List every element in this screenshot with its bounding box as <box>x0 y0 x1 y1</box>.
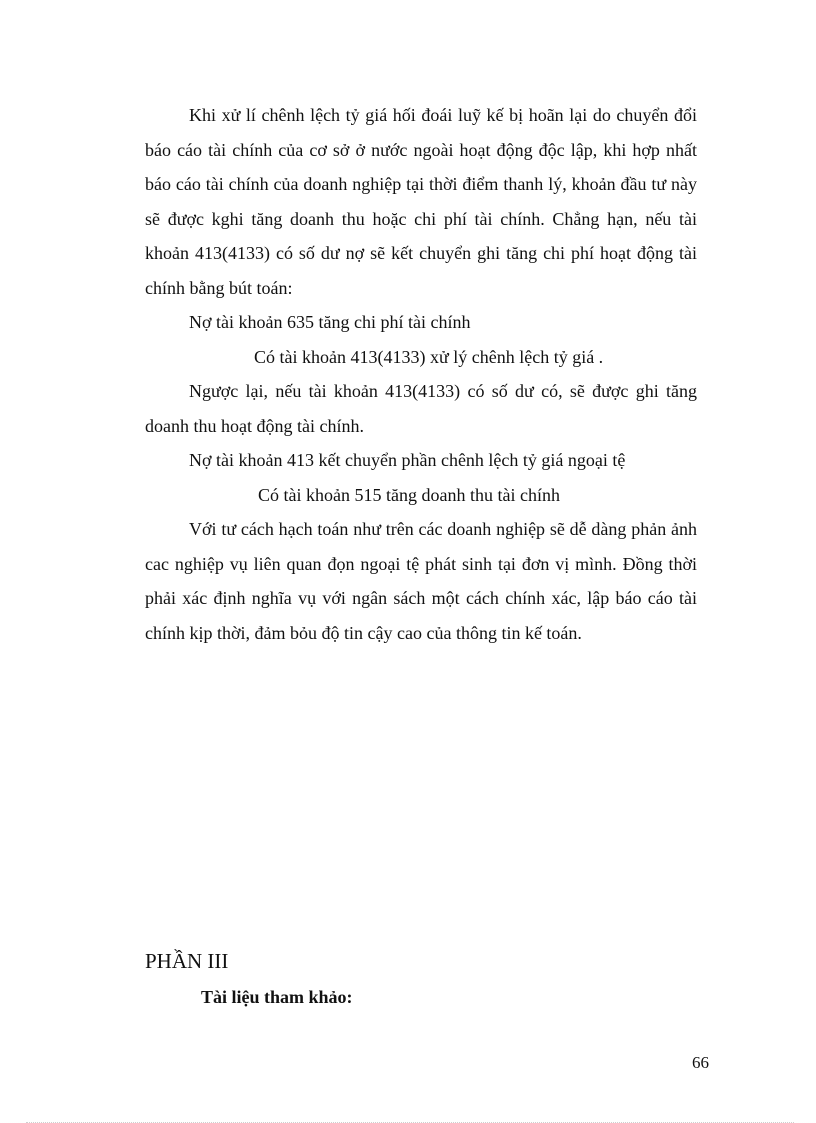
body-text <box>145 98 697 650</box>
section-title: PHẦN III <box>145 949 229 973</box>
journal-entry-debit-413: Nợ tài khoản 413 kết chuyển phần chênh lệch tỷ giá ngoại tệ <box>189 450 626 470</box>
paragraph-reverse-case: Ngược lại, nếu tài khoản 413(4133) có số dư có, sẽ được ghi tăng doanh thu hoạt động tài chính. <box>145 381 697 436</box>
paragraph-conclusion: Với tư cách hạch toán như trên các doanh nghiệp sẽ dễ dàng phản ảnh cac nghiệp vụ liên quan đọn ngoại tệ phát sinh tại đơn vị mình. Đồng thời phải xác định nghĩa vụ với ngân sách một cách chính xác, lập báo cáo tài chính kịp thời, đảm bỏu độ tin cậy cao của thông tin kế toán. <box>145 519 697 643</box>
journal-entry-credit-515: Có tài khoản 515 tăng doanh thu tài chính <box>258 484 560 505</box>
paragraph-exchange-rate-intro: Khi xử lí chênh lệch tỷ giá hối đoái luỹ kế bị hoãn lại do chuyển đổi báo cáo tài chính của cơ sở ở nước ngoài hoạt động độc lập, khi hợp nhất báo cáo tài chính của doanh nghiệp tại thời điểm thanh lý, khoản đầu tư này sẽ được kghi tăng doanh thu hoặc chi phí tài chính. Chẳng hạn, nếu tài khoản 413(4133) có số dư nợ sẽ kết chuyển ghi tăng chi phí hoạt động tài chính bằng bút toán: <box>145 105 697 298</box>
page-number: 66 <box>692 1053 709 1072</box>
journal-entry-credit-413: Có tài khoản 413(4133) xử lý chênh lệch tỷ giá . <box>254 346 604 367</box>
journal-entry-debit-635: Nợ tài khoản 635 tăng chi phí tài chính <box>189 312 471 332</box>
references-heading: Tài liệu tham khảo: <box>201 987 353 1007</box>
